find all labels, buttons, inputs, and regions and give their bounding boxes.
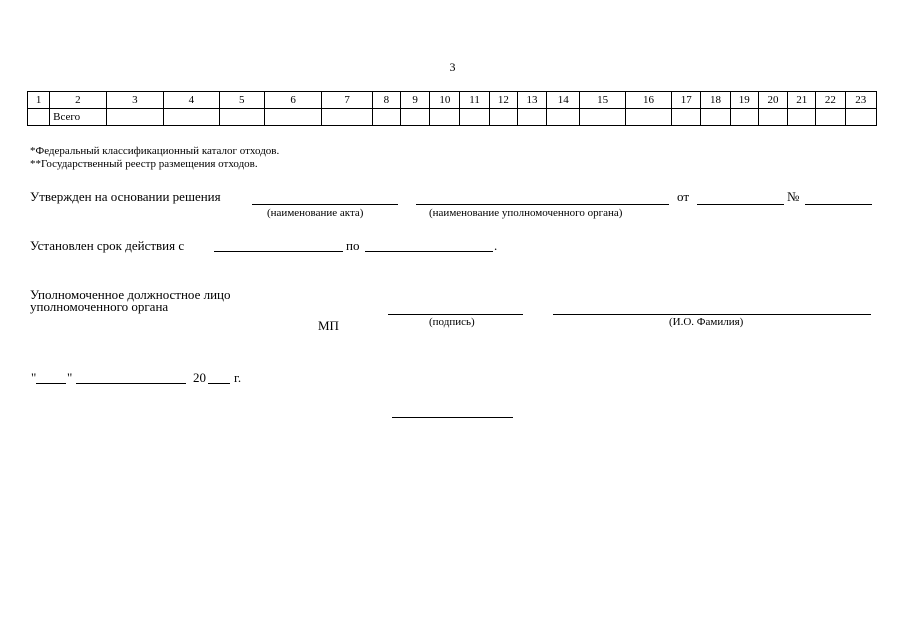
stamp-label: МП [318, 318, 339, 333]
table-cell[interactable] [845, 109, 876, 126]
table-cell[interactable] [816, 109, 845, 126]
column-number: 9 [401, 92, 430, 109]
validity-to-label: по [346, 238, 360, 253]
table-cell[interactable] [264, 109, 321, 126]
column-number: 1 [28, 92, 50, 109]
column-number: 13 [517, 92, 546, 109]
column-number: 7 [322, 92, 372, 109]
act-name-caption: (наименование акта) [267, 207, 364, 219]
approval-number-field[interactable] [805, 204, 872, 205]
closing-separator [392, 417, 513, 418]
table-cell[interactable] [517, 109, 546, 126]
table-cell[interactable] [547, 109, 580, 126]
table-cell[interactable] [625, 109, 671, 126]
column-number: 3 [106, 92, 163, 109]
day-field[interactable] [36, 383, 66, 384]
column-number: 8 [372, 92, 400, 109]
close-quote: " [67, 370, 73, 385]
validity-start-field[interactable] [214, 251, 343, 252]
column-number: 20 [758, 92, 787, 109]
table-cell[interactable] [788, 109, 816, 126]
table-cell[interactable] [164, 109, 219, 126]
open-quote: " [31, 370, 37, 385]
year-prefix: 20 [193, 370, 206, 385]
validity-end-field[interactable] [365, 251, 493, 252]
column-number: 4 [164, 92, 219, 109]
table-cell[interactable] [322, 109, 372, 126]
act-name-field[interactable] [252, 204, 398, 205]
footnote-registry: **Государственный реестр размещения отходов. [30, 158, 258, 170]
page-number: 3 [449, 60, 456, 74]
year-field[interactable] [208, 383, 230, 384]
signature-field[interactable] [388, 314, 523, 315]
column-number: 15 [580, 92, 625, 109]
authority-name-field[interactable] [416, 204, 669, 205]
column-number: 6 [264, 92, 321, 109]
column-number: 10 [430, 92, 460, 109]
column-number: 11 [460, 92, 489, 109]
authority-name-caption: (наименование уполномоченного органа) [429, 207, 623, 219]
validity-end-mark: . [494, 238, 498, 253]
table-cell[interactable] [701, 109, 730, 126]
approval-label: Утвержден на основании решения [30, 189, 221, 204]
column-number: 12 [489, 92, 517, 109]
table-cell[interactable] [401, 109, 430, 126]
validity-label: Установлен срок действия с [30, 238, 185, 253]
table-header-row [28, 92, 877, 109]
table-cell[interactable] [460, 109, 489, 126]
table-cell[interactable] [106, 109, 163, 126]
column-number: 22 [816, 92, 845, 109]
column-number: 2 [50, 92, 106, 109]
approval-date-field[interactable] [697, 204, 784, 205]
from-label: от [677, 189, 690, 204]
table-cell[interactable] [758, 109, 787, 126]
table-cell[interactable] [730, 109, 758, 126]
month-field[interactable] [76, 383, 186, 384]
column-number: 17 [672, 92, 701, 109]
table-cell[interactable] [580, 109, 625, 126]
column-number: 21 [788, 92, 816, 109]
signature-caption: (подпись) [429, 316, 475, 328]
table-cell[interactable] [372, 109, 400, 126]
year-suffix: г. [234, 370, 242, 385]
table-cell[interactable] [430, 109, 460, 126]
footnote-catalog: *Федеральный классификационный каталог отходов. [30, 145, 280, 157]
column-number: 16 [625, 92, 671, 109]
column-number: 23 [845, 92, 876, 109]
waste-table [27, 91, 877, 126]
official-label-line2: уполномоченного органа [30, 299, 169, 314]
column-number: 5 [219, 92, 264, 109]
table-cell[interactable] [28, 109, 50, 126]
total-row [28, 109, 877, 126]
column-number: 14 [547, 92, 580, 109]
official-name-field[interactable] [553, 314, 871, 315]
official-label-line1: Уполномоченное должностное лицо [30, 287, 231, 302]
number-label: № [787, 189, 800, 204]
table-cell[interactable] [672, 109, 701, 126]
table-cell[interactable] [219, 109, 264, 126]
column-number: 18 [701, 92, 730, 109]
table-cell[interactable] [489, 109, 517, 126]
total-label: Всего [50, 109, 106, 126]
official-name-caption: (И.О. Фамилия) [669, 316, 744, 328]
column-number: 19 [730, 92, 758, 109]
